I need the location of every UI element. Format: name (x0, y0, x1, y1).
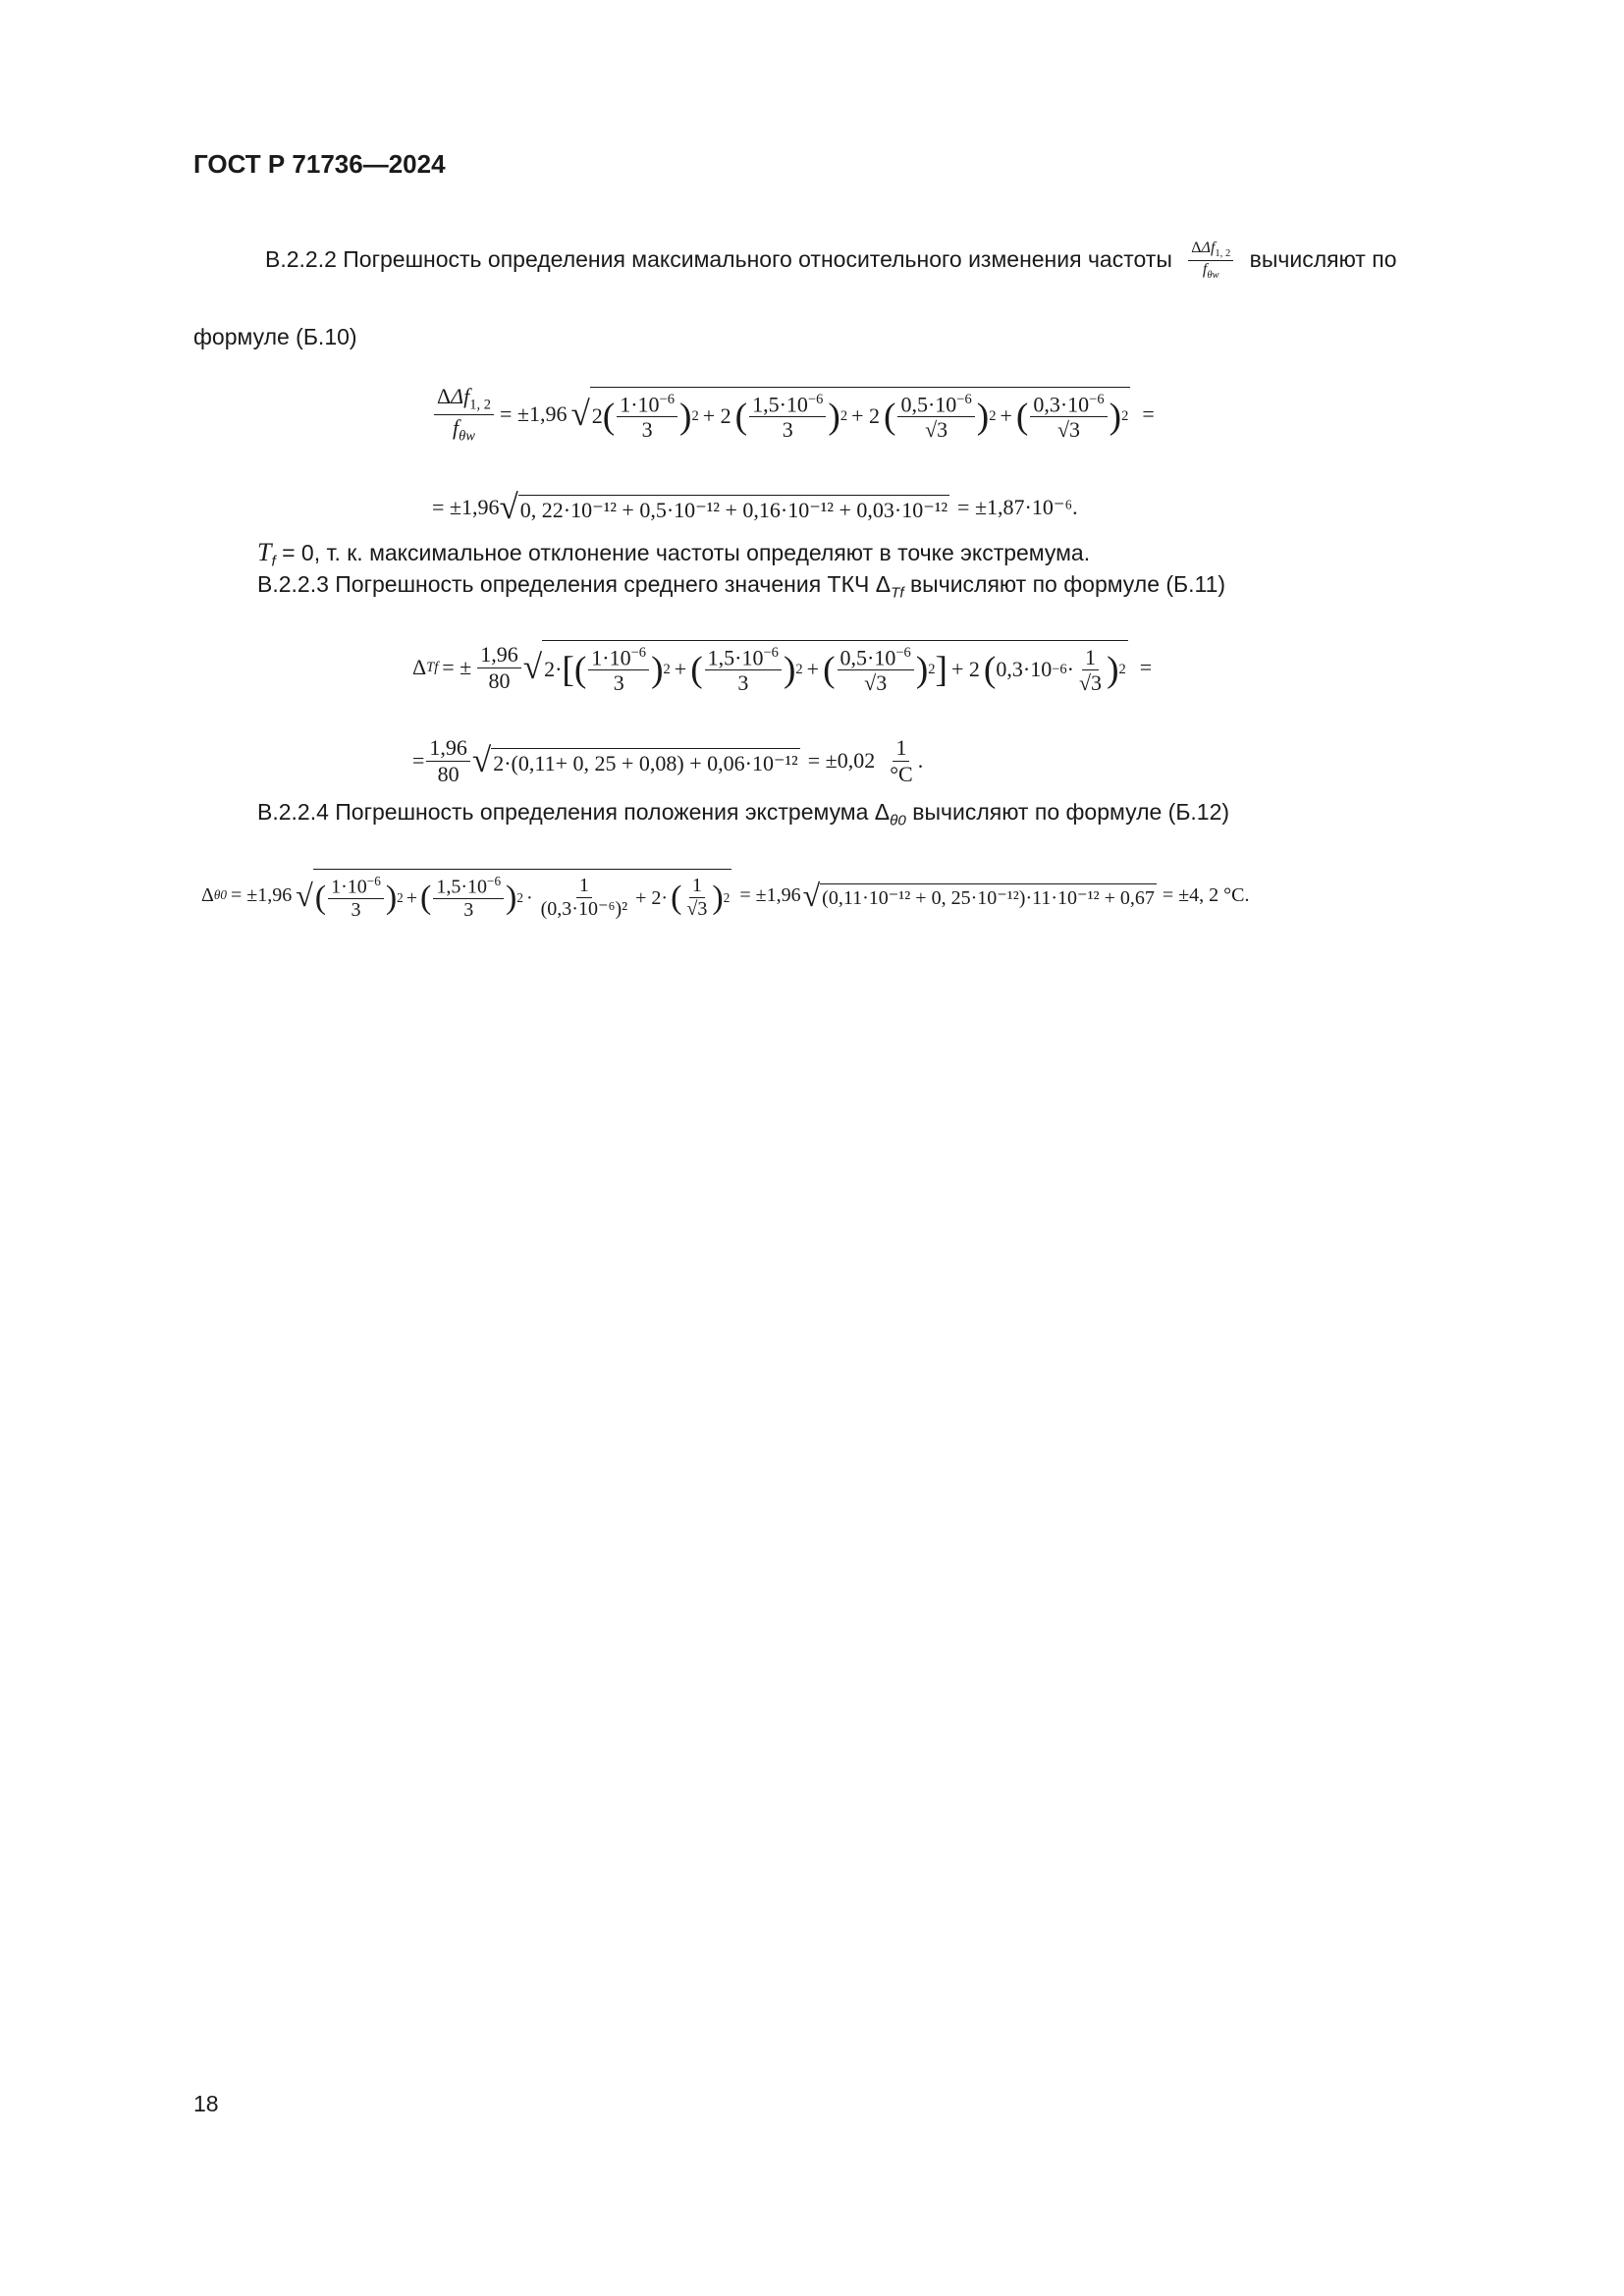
paragraph-b223 (257, 569, 1225, 609)
radical-sign: √ (570, 395, 590, 434)
radicand-b11: 2· [ ( $1\cdot 10^{-6}$ 3 ) 2 + ( $1,5\cdot 10^{-6}$ 3 ) 2 + ( $0,5\cdot 10^{-6}$ √3 ) 2 ] + 2 ( 0,3·10 −6 · $\frac{1}{√3}$ ) 2 (542, 640, 1128, 696)
t4-pre: + 2 (951, 657, 980, 682)
eq-end: = (1142, 401, 1155, 426)
lhs-delta: Δ (437, 384, 452, 409)
b223-tail: вычисляют по формуле (Б.11) (903, 571, 1226, 597)
t3-den: (0,3·10⁻⁶)² (540, 898, 628, 920)
t4-num: 1 (1082, 645, 1099, 670)
t3-sq: 2 (989, 408, 997, 425)
coef-den: 80 (437, 761, 460, 786)
lead: = ±1,96 (432, 495, 500, 519)
t3-exp: −6 (895, 644, 911, 661)
coef-den: 80 (488, 667, 511, 693)
radical-sign: √ (296, 878, 313, 913)
t4-den: √3 (1056, 417, 1081, 443)
t2-sq: 2 (795, 662, 803, 678)
radicand: 0, 22·10⁻¹² + 0,5·10⁻¹² + 0,16·10⁻¹² + 0,03·10⁻¹² (518, 495, 949, 521)
t2-den: 3 (737, 670, 749, 696)
b223-text: В.2.2.3 Погрешность определения среднего значения ТКЧ Δ (257, 571, 892, 597)
radicand-b12: ( $1\cdot 10^{-6}$ 3 ) 2 + ( $1,5\cdot 10^{-6}$ 3 ) 2 · $\frac{1}{\text{(0,3·10⁻⁶)²}}$ + 2· ( $\frac{1}{√3}$ ) 2 (313, 869, 732, 923)
t1-exp: −6 (630, 644, 647, 661)
t4-body: 0,3·10 (996, 657, 1053, 682)
lhs-sub: θ0 (213, 887, 227, 903)
coef: = ±1,96 (230, 884, 293, 906)
t1-den: 3 (613, 670, 624, 696)
document-code: ГОСТ Р 71736—2024 (193, 149, 446, 179)
unit-num: 1 (893, 735, 909, 761)
delta-symbol: Δ (1191, 240, 1202, 256)
unit-den: °С (890, 761, 913, 786)
t4-sq: 2 (1121, 408, 1129, 425)
t4-mul: · (1066, 657, 1074, 682)
lhs-sub: Tf (426, 659, 439, 675)
radical-sign: √ (522, 648, 543, 687)
paragraph-b222-text: В.2.2.2 Погрешность определения максимального относительного изменения частоты (265, 245, 1172, 272)
plus-2: + (806, 657, 820, 682)
t1-exp: −6 (659, 391, 675, 407)
b224-tail: вычисляют по формуле (Б.12) (905, 799, 1230, 825)
t2-num: 1,5·10 (707, 644, 764, 669)
formula-b11-line2 (412, 726, 923, 795)
eq-end: = (1139, 655, 1153, 679)
radical-sign: √ (499, 488, 518, 527)
t3-sq: 2 (928, 662, 936, 678)
t4-num: 1 (689, 875, 705, 898)
formula-b10-line1 (432, 365, 1155, 463)
t3-den: √3 (925, 417, 948, 443)
radicand: 2·(0,11+ 0, 25 + 0,08) + 0,06·10⁻¹² (491, 748, 800, 774)
lhs-den-sub: θw (459, 427, 475, 444)
b223-sub: Tf (891, 584, 904, 602)
result: = ±0,02 (807, 748, 876, 773)
lhs-den: f (453, 414, 460, 440)
plus-1: + (674, 657, 687, 682)
frac-num-sub: 1, 2 (1215, 248, 1231, 260)
paragraph-b222-tail: вычисляют по (1249, 245, 1397, 272)
lead: = (412, 748, 425, 773)
t2-num: 1,5·10 (752, 391, 808, 416)
t4-num: 0,3·10 (1033, 391, 1090, 416)
t3-den: √3 (864, 670, 888, 696)
tf-note-text: = 0, т. к. максимальное отклонение частоты определяют в точке экстремума. (275, 540, 1091, 565)
lhs-num-sub: 1, 2 (469, 397, 491, 413)
t1-sq: 2 (397, 889, 404, 905)
radical-sign: √ (471, 741, 492, 780)
t4-exp: −6 (1089, 391, 1105, 407)
radicand-2: (0,11·10⁻¹² + 0, 25·10⁻¹²)·11·10⁻¹² + 0,67 (820, 883, 1157, 908)
frac-num: Δf (1201, 240, 1216, 256)
t4-pre: + (1000, 403, 1012, 429)
tf-var: T (257, 538, 272, 566)
plus: + (406, 886, 418, 909)
t1-sq: 2 (663, 662, 671, 678)
t1-exp: −6 (366, 873, 381, 888)
paragraph-b224 (257, 797, 1229, 836)
t3-num: 1 (576, 875, 592, 898)
inline-frac-delta (1188, 240, 1233, 283)
page-number: 18 (193, 2091, 219, 2116)
lhs: Δ (412, 655, 427, 679)
lhs-num: Δf (451, 384, 470, 409)
t1-den: 3 (351, 899, 361, 922)
coef-num: 1,96 (477, 642, 521, 667)
formula-b10-lhs (434, 384, 494, 444)
lhs: Δ (201, 884, 214, 906)
mul: · (525, 886, 533, 909)
formula-b12 (201, 846, 1249, 944)
t1-num: 1·10 (620, 391, 660, 416)
pre: 2· (544, 657, 563, 682)
formula-b10-line2 (432, 483, 1078, 532)
paragraph-b222 (265, 240, 1396, 283)
t4-pre: + 2· (635, 886, 669, 909)
t1-num: 1·10 (591, 644, 631, 669)
t4-exp: −6 (1052, 662, 1067, 678)
t1-pre: 2 (591, 403, 603, 429)
t2-exp: −6 (763, 644, 779, 661)
paragraph-b222-line2: формуле (Б.10) (193, 324, 357, 349)
t4-den: √3 (686, 898, 708, 920)
coef-num: 1,96 (426, 735, 470, 761)
tf-var-sub: f (271, 553, 276, 570)
t2-exp: −6 (487, 873, 502, 888)
t3-num: 0,5·10 (839, 644, 896, 669)
result: = ±1,87·10⁻⁶. (957, 495, 1078, 519)
frac-den: f (1202, 261, 1208, 279)
formula-b11-line1 (412, 618, 1152, 717)
t4-den: √3 (1078, 669, 1103, 695)
t1-num: 1·10 (331, 876, 367, 898)
b224-text: В.2.2.4 Погрешность определения положения экстремума Δ (257, 799, 891, 825)
mid: = ±1,96 (739, 884, 801, 906)
t2-den: 3 (463, 899, 474, 922)
t2-exp: −6 (807, 391, 824, 407)
coef: = ±1,96 (499, 401, 568, 426)
t1-den: 3 (641, 417, 653, 443)
t3-pre: + 2 (851, 403, 881, 429)
frac-den-sub: θw (1207, 270, 1219, 282)
t2-sq: 2 (516, 889, 523, 905)
radicand-b10: 2 ( $1\cdot 10^{-6}$ 3 ) 2 + 2 ( $1,5\cdot 10^{-6}$ 3 ) 2 + 2 ( $0,5\cdot 10^{-6}$ √3 ) 2 + ( $0,3\cdot 10^{-6}$ √3 ) 2 (590, 387, 1131, 443)
t3-num: 0,5·10 (900, 391, 957, 416)
radical-sign-2: √ (802, 878, 821, 913)
t4-sq: 2 (723, 889, 731, 905)
t2-den: 3 (782, 417, 793, 443)
t1-sq: 2 (691, 408, 699, 425)
sign: = ± (442, 655, 472, 679)
b224-sub: θ0 (890, 812, 906, 829)
t2-num: 1,5·10 (436, 876, 488, 898)
t4-sq: 2 (1118, 662, 1126, 678)
end-dot: . (917, 748, 924, 773)
result: = ±4, 2 °С. (1162, 884, 1250, 906)
t3-exp: −6 (956, 391, 972, 407)
t2-pre: + 2 (702, 403, 731, 429)
t2-sq: 2 (839, 408, 848, 425)
